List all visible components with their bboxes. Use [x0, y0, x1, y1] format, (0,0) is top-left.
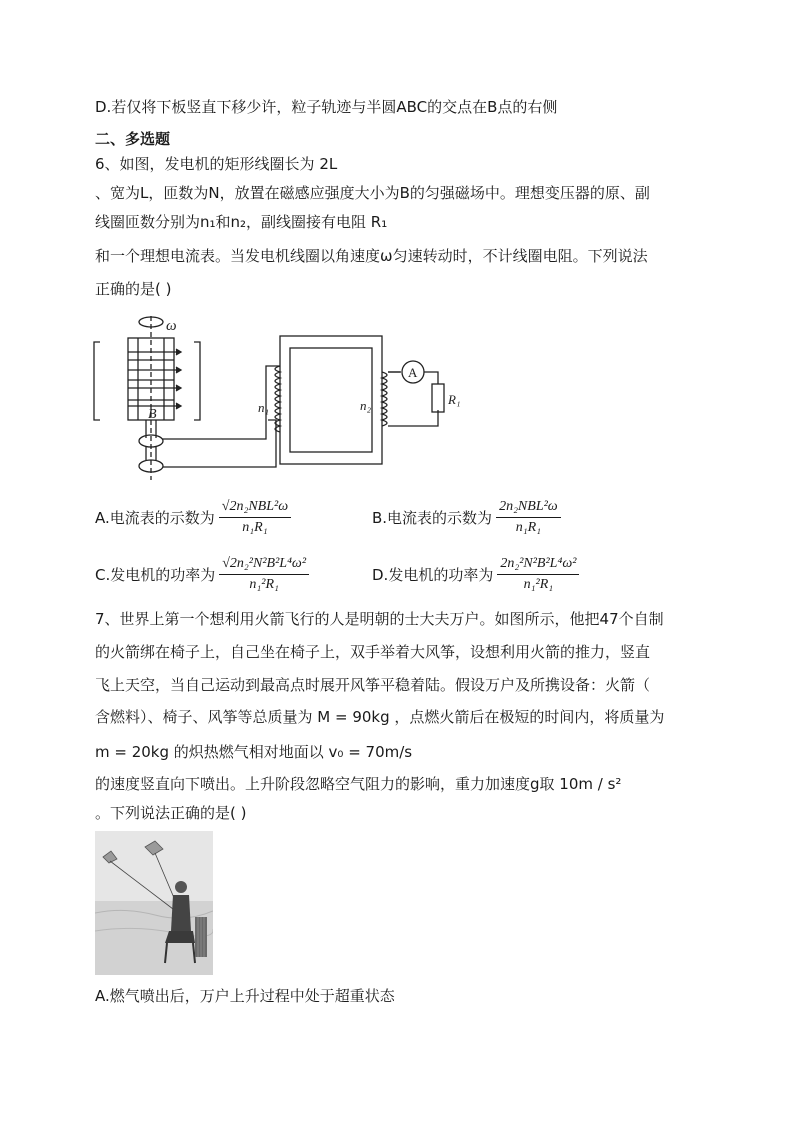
q6-text-line5: 正确的是( ): [95, 280, 172, 298]
q6-option-d-den: n₁²R₁: [523, 577, 554, 592]
q7-option-a[interactable]: A.燃气喷出后，万户上升过程中处于超重状态: [95, 987, 395, 1005]
wan-hu-illustration: [95, 831, 213, 975]
q6-option-a-num: √2n₂NBL²ω: [219, 498, 291, 518]
q6-option-b-den: n₁R₁: [515, 520, 542, 535]
q6-option-b[interactable]: [372, 498, 561, 537]
q6-text-line3: 线圈匝数分别为n₁和n₂，副线圈接有电阻 R₁: [95, 213, 388, 231]
q7-text-line3: 飞上天空，当自己运动到最高点时展开风筝平稳着陆。假设万户及所携设备：火箭（: [95, 676, 651, 694]
q6-title: 6、如图，发电机的矩形线圈长为 2L: [95, 155, 338, 173]
q6-option-a-label: A.电流表的示数为: [95, 508, 215, 527]
q6-option-b-label: B.电流表的示数为: [372, 508, 493, 527]
q6-option-c-fraction: [219, 555, 309, 594]
r1-label: R₁: [448, 392, 461, 407]
q6-option-a[interactable]: [95, 498, 291, 537]
q7-text-line2: 的火箭绑在椅子上，自己坐在椅子上，双手举着大风筝，设想利用火箭的推力，竖直: [95, 643, 651, 661]
section-heading: 二、多选题: [95, 130, 171, 148]
n1-label: n₁: [258, 400, 270, 415]
q6-option-a-fraction: [219, 498, 291, 537]
b-label: B: [148, 407, 157, 422]
q7-text-line1: 7、世界上第一个想利用火箭飞行的人是明朝的士大夫万户。如图所示，他把47个自制: [95, 610, 664, 628]
q6-option-b-num: 2n₂NBL²ω: [496, 498, 561, 518]
q6-option-c-label: C.发电机的功率为: [95, 565, 216, 584]
q7-text-line6: 的速度竖直向下喷出。上升阶段忽略空气阻力的影响，重力加速度g取 10m / s²: [95, 775, 622, 793]
n2-label: n₂: [360, 398, 372, 413]
generator-transformer-diagram: [90, 310, 490, 490]
omega-label: ω: [166, 318, 177, 334]
q6-option-c-num: √2n₂²N²B²L⁴ω²: [219, 555, 309, 575]
q6-text-line4: 和一个理想电流表。当发电机线圈以角速度ω匀速转动时，不计线圈电阻。下列说法: [95, 247, 648, 265]
q6-option-b-fraction: [496, 498, 561, 537]
q6-option-d-label: D.发电机的功率为: [372, 565, 494, 584]
q6-option-c[interactable]: [95, 555, 309, 594]
q7-text-line5: m = 20kg 的炽热燃气相对地面以 v₀ = 70m/s: [95, 743, 413, 761]
q7-text-line7: 。下列说法正确的是( ): [95, 804, 247, 822]
q6-option-a-den: n₁R₁: [242, 520, 268, 535]
q6-option-d-num: 2n₂²N²B²L⁴ω²: [497, 555, 579, 575]
q6-option-c-den: n₁²R₁: [249, 577, 279, 592]
q7-text-line4: 含燃料）、椅子、风筝等总质量为 M = 90kg ，点燃火箭后在极短的时间内，将质量为: [95, 708, 665, 726]
q6-option-d[interactable]: [372, 555, 579, 594]
q6-text-line2: 、宽为L，匝数为N，放置在磁感应强度大小为B的匀强磁场中。理想变压器的原、副: [95, 184, 650, 202]
ammeter-label: A: [408, 365, 418, 380]
option-d-previous: D.若仅将下板竖直下移少许，粒子轨迹与半圆ABC的交点在B点的右侧: [95, 98, 558, 116]
q6-option-d-fraction: [497, 555, 579, 594]
